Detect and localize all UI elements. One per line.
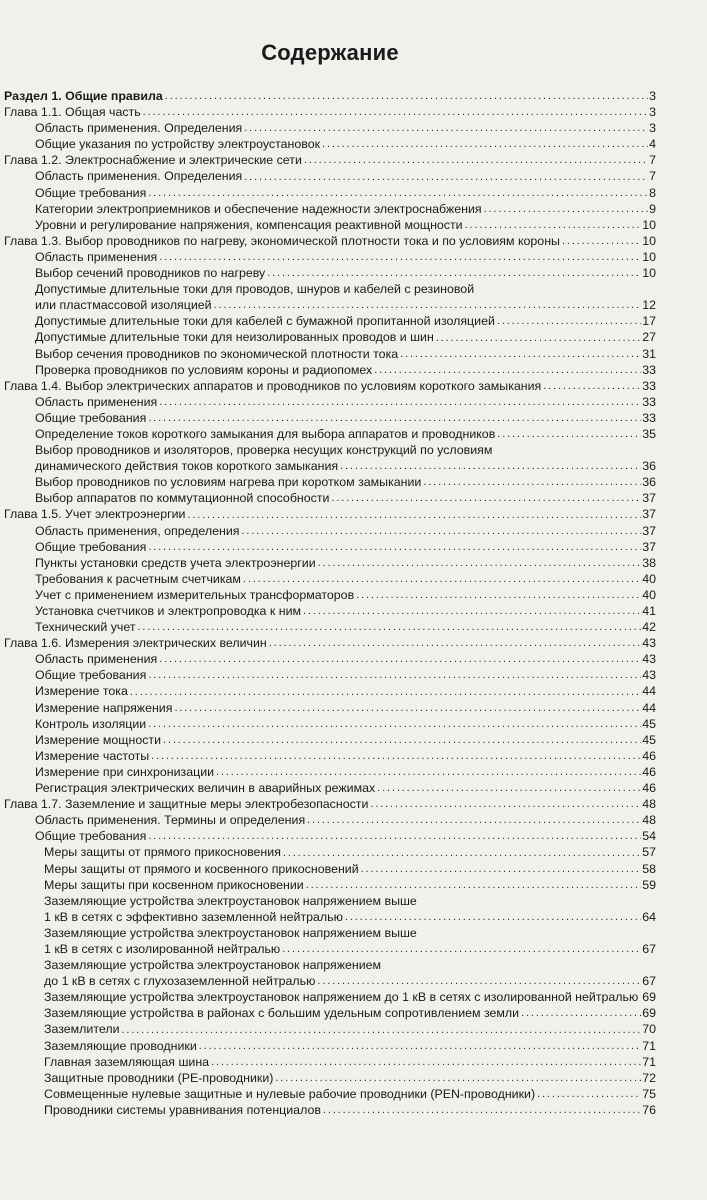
toc-entry-title: Раздел 1. Общие правила <box>4 89 163 103</box>
toc-item <box>4 812 656 828</box>
toc-leader-dots <box>138 619 642 635</box>
toc-leader-dots <box>356 587 641 603</box>
toc-entry-title: Общие требования <box>35 829 147 844</box>
toc-page-number: 35 <box>642 426 656 441</box>
toc-leader-dots <box>306 877 641 893</box>
toc-page-number: 46 <box>642 781 656 796</box>
toc-entry-title: Выбор аппаратов по коммутационной способности <box>35 491 330 506</box>
toc-item <box>4 619 656 635</box>
toc-leader-dots <box>143 104 648 120</box>
toc-item <box>4 136 656 152</box>
toc-entry-title: Выбор сечений проводников по нагреву <box>35 266 266 281</box>
toc-page-number: 57 <box>642 845 656 860</box>
toc-page-number: 8 <box>649 185 656 200</box>
toc-page-number: 4 <box>649 137 656 152</box>
toc-leader-dots <box>304 152 648 168</box>
toc-page-number: 33 <box>642 410 656 425</box>
toc-leader-dots <box>244 169 648 185</box>
table-of-contents <box>4 88 656 1118</box>
toc-leader-dots <box>318 555 642 571</box>
toc-page-number: 48 <box>642 813 656 828</box>
toc-item <box>4 490 656 506</box>
toc-leader-dots <box>400 346 641 362</box>
toc-leader-dots <box>148 185 648 201</box>
toc-item <box>4 700 656 716</box>
toc-leader-dots <box>122 1022 642 1038</box>
toc-entry-title: 1 кВ в сетях с изолированной нейтралью <box>44 941 281 956</box>
toc-entry-title: Уровни и регулирование напряжения, компенсация реактивной мощности <box>35 217 463 232</box>
toc-entry-title: Область применения <box>35 652 158 667</box>
toc-entry-title: Измерение частоты <box>35 748 150 763</box>
toc-item <box>4 249 656 265</box>
toc-leader-dots <box>370 796 641 812</box>
toc-chapter <box>4 796 656 812</box>
toc-entry-title: Заземляющие устройства электроустановок напряжением выше <box>44 893 417 908</box>
toc-page-number: 48 <box>642 797 656 812</box>
toc-entry-title: Установка счетчиков и электропроводка к ним <box>35 604 302 618</box>
toc-item <box>4 265 656 281</box>
toc-item <box>4 1086 656 1102</box>
toc-page-number: 33 <box>642 362 656 377</box>
toc-page-number: 36 <box>642 459 656 474</box>
toc-entry-title: Измерение напряжения <box>35 700 173 715</box>
toc-page-number: 33 <box>642 394 656 409</box>
toc-leader-dots <box>543 378 641 394</box>
toc-leader-dots <box>148 667 641 683</box>
toc-item <box>4 877 656 893</box>
toc-item <box>4 861 656 877</box>
toc-page-number: 44 <box>642 700 656 715</box>
toc-item <box>4 426 656 442</box>
toc-entry-title: Общие требования <box>35 668 147 683</box>
toc-item <box>4 410 656 426</box>
toc-item <box>4 1005 656 1021</box>
toc-page-number: 33 <box>642 378 656 393</box>
toc-leader-dots <box>211 1054 641 1070</box>
toc-page-number: 10 <box>642 266 656 281</box>
toc-item <box>4 764 656 780</box>
toc-page-number: 3 <box>649 105 656 120</box>
toc-leader-dots <box>163 732 641 748</box>
toc-entry-title: Область применения. Термины и определения <box>35 813 306 828</box>
toc-chapter <box>4 378 656 394</box>
toc-item <box>4 1070 656 1086</box>
toc-entry-title: Измерение тока <box>35 684 128 699</box>
toc-leader-dots <box>317 973 641 989</box>
toc-leader-dots <box>267 265 641 281</box>
toc-chapter <box>4 104 656 120</box>
toc-page-number: 69 <box>642 1006 656 1021</box>
toc-entry-title: Измерение мощности <box>35 732 162 747</box>
toc-leader-dots <box>562 233 641 249</box>
toc-item <box>4 474 656 490</box>
toc-leader-dots <box>187 507 641 523</box>
toc-page-number: 43 <box>642 636 656 651</box>
toc-entry-title: Регистрация электрических величин в аварийных режимах <box>35 781 376 796</box>
toc-entry-title: Общие указания по устройству электроустановок <box>35 137 321 152</box>
toc-leader-dots <box>340 458 641 474</box>
toc-leader-dots <box>214 297 642 313</box>
toc-item <box>4 1038 656 1054</box>
toc-item <box>4 844 656 860</box>
toc-item <box>4 941 656 957</box>
toc-entry-title: Глава 1.7. Заземление и защитные меры электробезопасности <box>4 797 369 812</box>
toc-leader-dots <box>242 523 642 539</box>
toc-entry-title: Область применения <box>35 394 158 409</box>
toc-entry-title: или пластмассовой изоляцией <box>35 298 212 313</box>
toc-leader-dots <box>151 748 641 764</box>
toc-page-number: 7 <box>649 153 656 168</box>
toc-leader-dots <box>148 539 641 555</box>
toc-item <box>4 732 656 748</box>
toc-entry-title: до 1 кВ в сетях с глухозаземленной нейтралью <box>44 974 316 989</box>
toc-page-number: 64 <box>642 909 656 924</box>
toc-page-number: 36 <box>642 475 656 490</box>
toc-item <box>4 603 656 619</box>
toc-leader-dots <box>484 201 649 217</box>
toc-item <box>4 651 656 667</box>
toc-item <box>4 329 656 345</box>
toc-item-line <box>4 442 656 458</box>
toc-page-number: 58 <box>642 861 656 876</box>
toc-page-number: 45 <box>642 732 656 747</box>
toc-entry-title: Область применения. Определения <box>35 121 243 136</box>
toc-item <box>4 571 656 587</box>
toc-page-number: 31 <box>642 346 656 361</box>
toc-page-number: 3 <box>649 121 656 136</box>
toc-item <box>4 217 656 233</box>
toc-entry-title: Контроль изоляции <box>35 716 147 731</box>
toc-entry-title: Допустимые длительные токи для кабелей с бумажной пропитанной изоляцией <box>35 314 495 329</box>
toc-item-line <box>4 893 656 909</box>
toc-item <box>4 297 656 313</box>
toc-page-number: 75 <box>642 1086 656 1101</box>
toc-page-number: 46 <box>642 748 656 763</box>
toc-entry-title: Допустимые длительные токи для неизолированных проводов и шин <box>35 330 434 345</box>
toc-page-number: 37 <box>642 539 656 554</box>
toc-chapter <box>4 233 656 249</box>
toc-leader-dots <box>322 136 648 152</box>
toc-leader-dots <box>159 651 641 667</box>
toc-entry-title: Проводники системы уравнивания потенциалов <box>44 1102 321 1117</box>
toc-entry-title: Совмещенные нулевые защитные и нулевые рабочие проводники (PEN-проводники) <box>44 1086 536 1101</box>
toc-page-number: 45 <box>642 716 656 731</box>
toc-leader-dots <box>303 603 641 619</box>
toc-entry-title: Глава 1.3. Выбор проводников по нагреву, экономической плотности тока и по условиям короны <box>4 233 560 248</box>
toc-page-number: 9 <box>649 201 656 216</box>
toc-chapter <box>4 152 656 168</box>
toc-leader-dots <box>331 490 641 506</box>
toc-leader-dots <box>497 426 641 442</box>
toc-leader-dots <box>148 828 641 844</box>
toc-entry-title: Заземляющие устройства электроустановок напряжением <box>44 958 382 973</box>
toc-entry-title: Допустимые длительные токи для проводов, шнуров и кабелей с резиновой <box>35 282 475 297</box>
toc-item <box>4 458 656 474</box>
toc-page-number: 69 <box>642 990 656 1005</box>
toc-item <box>4 667 656 683</box>
toc-entry-title: динамического действия токов короткого замыкания <box>35 459 339 474</box>
toc-entry-title: Защитные проводники (РЕ-проводники) <box>44 1070 274 1085</box>
toc-entry-title: Общие требования <box>35 410 147 425</box>
toc-page-number: 67 <box>642 941 656 956</box>
toc-page-number: 43 <box>642 668 656 683</box>
toc-item <box>4 362 656 378</box>
toc-entry-title: Глава 1.4. Выбор электрических аппаратов и проводников по условиям короткого замыкания <box>4 378 542 393</box>
toc-page-number: 17 <box>642 314 656 329</box>
toc-item <box>4 523 656 539</box>
toc-page-number: 37 <box>642 491 656 506</box>
toc-leader-dots <box>243 571 641 587</box>
toc-item <box>4 780 656 796</box>
toc-item <box>4 683 656 699</box>
toc-entry-title: Меры защиты от прямого прикосновения <box>44 845 281 860</box>
page-title: Содержание <box>261 40 399 65</box>
toc-item-line <box>4 281 656 297</box>
toc-leader-dots <box>436 330 641 346</box>
toc-entry-title: Проверка проводников по условиям короны и радиопомех <box>35 362 373 377</box>
toc-page-number: 71 <box>642 1054 656 1069</box>
toc-leader-dots <box>323 1102 641 1118</box>
toc-entry-title: Меры защиты от прямого и косвенного прикосновений <box>44 861 359 876</box>
toc-page-number: 12 <box>642 298 656 313</box>
toc-entry-title: Область применения <box>35 249 158 264</box>
toc-entry-title: Выбор сечения проводников по экономической плотности тока <box>35 346 399 361</box>
toc-chapter <box>4 635 656 651</box>
toc-item <box>4 201 656 217</box>
toc-entry-title: Область применения, определения <box>35 523 240 538</box>
toc-page-number: 3 <box>649 89 656 103</box>
toc-entry-title: Требования к расчетным счетчикам <box>35 571 241 586</box>
toc-page-number: 10 <box>642 233 656 248</box>
toc-entry-title: Глава 1.6. Измерения электрических величин <box>4 636 267 651</box>
toc-leader-dots <box>345 909 641 925</box>
toc-entry-title: Главная заземляющая шина <box>44 1054 210 1069</box>
toc-item-line <box>4 925 656 941</box>
toc-item <box>4 313 656 329</box>
toc-page-number: 42 <box>642 620 656 635</box>
toc-entry-title: Общие требования <box>35 185 147 200</box>
toc-page-number: 46 <box>642 764 656 779</box>
toc-entry-title: 1 кВ в сетях с эффективно заземленной нейтралью <box>44 909 343 924</box>
toc-leader-dots <box>521 1005 641 1021</box>
toc-item <box>4 120 656 136</box>
toc-entry-title: Меры защиты при косвенном прикосновении <box>44 877 304 892</box>
toc-entry-title: Заземляющие проводники <box>44 1038 197 1053</box>
toc-leader-dots <box>537 1086 641 1102</box>
toc-leader-dots <box>159 249 641 265</box>
toc-entry-title: Заземляющие устройства электроустановок напряжением выше <box>44 925 417 940</box>
toc-entry-title: Измерение при синхронизации <box>35 764 215 779</box>
toc-leader-dots <box>361 861 642 877</box>
toc-leader-dots <box>423 474 641 490</box>
toc-page-number: 27 <box>642 330 656 345</box>
toc-leader-dots <box>159 394 641 410</box>
toc-leader-dots <box>216 764 641 780</box>
toc-leader-dots <box>165 88 648 104</box>
toc-entry-title: Глава 1.1. Общая часть <box>4 105 141 120</box>
toc-item <box>4 346 656 362</box>
toc-page-number: 71 <box>642 1038 656 1053</box>
toc-entry-title: Учет с применением измерительных трансформаторов <box>35 587 355 602</box>
toc-entry-title: Область применения. Определения <box>35 169 243 184</box>
toc-page-number: 43 <box>642 652 656 667</box>
toc-page-number: 37 <box>642 507 656 522</box>
toc-item-line <box>4 957 656 973</box>
toc-page-number: 38 <box>642 555 656 570</box>
toc-page-number: 54 <box>642 829 656 844</box>
toc-leader-dots <box>174 700 641 716</box>
toc-entry-title: Категории электроприемников и обеспечение надежности электроснабжения <box>35 201 482 216</box>
toc-leader-dots <box>465 217 642 233</box>
toc-page-number: 37 <box>642 523 656 538</box>
toc-item <box>4 748 656 764</box>
toc-item <box>4 973 656 989</box>
toc-leader-dots <box>148 410 641 426</box>
toc-page-number: 70 <box>642 1022 656 1037</box>
toc-item <box>4 989 656 1005</box>
toc-page-number: 40 <box>642 571 656 586</box>
toc-entry-title: Определение токов короткого замыкания для выбора аппаратов и проводников <box>35 426 496 441</box>
toc-page-number: 10 <box>642 249 656 264</box>
toc-entry-title: Глава 1.5. Учет электроэнергии <box>4 507 186 522</box>
toc-item <box>4 185 656 201</box>
toc-entry-title: Общие требования <box>35 539 147 554</box>
toc-leader-dots <box>374 362 641 378</box>
toc-entry-title: Технический учет <box>35 620 136 635</box>
toc-item <box>4 555 656 571</box>
toc-entry-title: Заземляющие устройства электроустановок напряжением до 1 кВ в сетях с изолированной нейтралью <box>44 990 639 1005</box>
toc-section <box>4 88 656 104</box>
toc-page-number: 67 <box>642 974 656 989</box>
toc-page-number: 59 <box>642 877 656 892</box>
toc-item <box>4 1102 656 1118</box>
toc-leader-dots <box>244 120 648 136</box>
toc-page-number: 44 <box>642 684 656 699</box>
toc-entry-title: Заземлители <box>44 1022 120 1037</box>
toc-page-number: 41 <box>642 604 656 618</box>
toc-leader-dots <box>377 780 641 796</box>
toc-leader-dots <box>497 313 641 329</box>
toc-leader-dots <box>282 941 641 957</box>
toc-item <box>4 1054 656 1070</box>
toc-leader-dots <box>130 684 641 700</box>
toc-page-number: 7 <box>649 169 656 184</box>
toc-item <box>4 539 656 555</box>
toc-leader-dots <box>269 635 641 651</box>
toc-chapter <box>4 506 656 522</box>
toc-leader-dots <box>307 812 641 828</box>
toc-item <box>4 394 656 410</box>
toc-leader-dots <box>148 716 641 732</box>
toc-item <box>4 1021 656 1037</box>
toc-page-number: 10 <box>642 217 656 232</box>
toc-entry-title: Выбор проводников по условиям нагрева при коротком замыкании <box>35 475 422 490</box>
toc-leader-dots <box>283 845 641 861</box>
toc-entry-title: Выбор проводников и изоляторов, проверка несущих конструкций по условиям <box>35 443 493 458</box>
toc-item <box>4 909 656 925</box>
toc-item <box>4 587 656 603</box>
toc-item <box>4 828 656 844</box>
toc-entry-title: Заземляющие устройства в районах с большим удельным сопротивлением земли <box>44 1006 520 1021</box>
toc-page-number: 72 <box>642 1070 656 1085</box>
toc-page-number: 76 <box>642 1102 656 1117</box>
toc-entry-title: Пункты установки средств учета электроэнергии <box>35 555 316 570</box>
toc-entry-title: Глава 1.2. Электроснабжение и электрические сети <box>4 153 302 168</box>
toc-item <box>4 168 656 184</box>
toc-item <box>4 716 656 732</box>
toc-page-number: 40 <box>642 587 656 602</box>
toc-leader-dots <box>199 1038 641 1054</box>
toc-leader-dots <box>275 1070 641 1086</box>
